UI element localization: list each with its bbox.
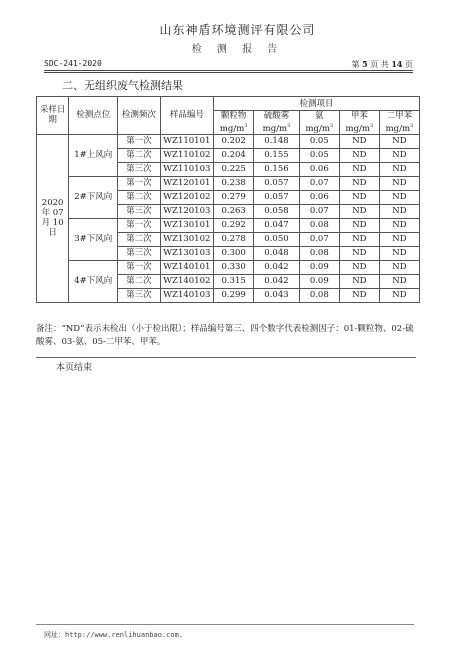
date-line: 月 10	[41, 218, 64, 229]
value-cell: 0.09	[299, 260, 339, 274]
value-cell: 0.05	[299, 134, 339, 148]
header-rule	[44, 70, 413, 71]
value-cell: 0.050	[254, 232, 300, 246]
value-cell: ND	[339, 274, 379, 288]
frequency-cell: 第三次	[118, 162, 160, 176]
sample-cell: WZ130103	[160, 246, 214, 260]
results-table	[36, 96, 420, 303]
value-cell: 0.292	[214, 218, 254, 232]
item-header	[379, 111, 419, 135]
sample-cell: WZ140102	[160, 274, 214, 288]
value-cell: 0.299	[214, 288, 254, 302]
value-cell: ND	[379, 274, 419, 288]
value-cell: 0.043	[254, 288, 300, 302]
value-cell: 0.225	[214, 162, 254, 176]
value-cell: 0.08	[299, 246, 339, 260]
value-cell: 0.204	[214, 148, 254, 162]
value-cell: 0.048	[254, 246, 300, 260]
point-cell: 4#下风向	[69, 260, 118, 302]
value-cell: 0.202	[214, 134, 254, 148]
frequency-cell: 第一次	[118, 134, 160, 148]
frequency-cell: 第二次	[118, 274, 160, 288]
item-header	[214, 111, 254, 135]
frequency-cell: 第二次	[118, 232, 160, 246]
value-cell: ND	[339, 232, 379, 246]
value-cell: ND	[339, 162, 379, 176]
sample-cell: WZ120102	[160, 190, 214, 204]
footer-rule	[36, 624, 414, 625]
page-info	[352, 59, 413, 70]
item-unit: $mg/m^3$	[305, 123, 334, 134]
header-sampling-date: 采样日期	[37, 97, 69, 135]
header-rule-2	[44, 72, 413, 73]
value-cell: ND	[339, 288, 379, 302]
value-cell: 0.08	[299, 218, 339, 232]
value-cell: ND	[379, 260, 419, 274]
frequency-cell: 第一次	[118, 176, 160, 190]
page-number: 5	[362, 59, 368, 69]
sample-cell: WZ130101	[160, 218, 214, 232]
page-prefix: 第	[351, 60, 360, 69]
value-cell: ND	[339, 204, 379, 218]
item-name: 甲苯	[350, 111, 368, 121]
value-cell: 0.042	[254, 274, 300, 288]
value-cell: ND	[339, 246, 379, 260]
frequency-cell: 第三次	[118, 246, 160, 260]
value-cell: ND	[379, 190, 419, 204]
frequency-cell: 第二次	[118, 148, 160, 162]
value-cell: ND	[339, 176, 379, 190]
frequency-cell: 第一次	[118, 218, 160, 232]
table-row	[37, 260, 420, 274]
item-unit: $mg/m^3$	[345, 123, 374, 134]
value-cell: ND	[379, 176, 419, 190]
table-row	[37, 134, 420, 148]
value-cell: 0.263	[214, 204, 254, 218]
value-cell: ND	[379, 218, 419, 232]
value-cell: 0.300	[214, 246, 254, 260]
date-line: 2020	[41, 198, 64, 209]
value-cell: 0.315	[214, 274, 254, 288]
header-sample-no: 样品编号	[160, 97, 214, 135]
sample-cell: WZ120101	[160, 176, 214, 190]
sample-cell: WZ120103	[160, 204, 214, 218]
value-cell: ND	[339, 260, 379, 274]
value-cell: 0.047	[254, 218, 300, 232]
header-point: 检测点位	[69, 97, 118, 135]
item-name: 二甲苯	[386, 111, 413, 121]
company-name: 山东神盾环境测评有限公司	[159, 23, 316, 37]
end-rule	[36, 357, 416, 358]
value-cell: 0.279	[214, 190, 254, 204]
doc-number: SDC-241-2020	[44, 59, 102, 68]
footer-website: 网址：http://www.renlihuanbao.com.	[44, 631, 184, 639]
sampling-date-cell	[37, 134, 69, 302]
value-cell: 0.238	[214, 176, 254, 190]
value-cell: 0.05	[299, 148, 339, 162]
value-cell: 0.330	[214, 260, 254, 274]
sample-cell: WZ110101	[160, 134, 214, 148]
value-cell: ND	[339, 134, 379, 148]
value-cell: ND	[379, 134, 419, 148]
frequency-cell: 第二次	[118, 190, 160, 204]
value-cell: ND	[379, 148, 419, 162]
section-title: 二、无组织废气检测结果	[62, 79, 183, 92]
page-total: 14	[391, 59, 403, 69]
point-cell: 1#上风向	[69, 134, 118, 176]
point-cell: 2#下风向	[69, 176, 118, 218]
sample-cell: WZ140103	[160, 288, 214, 302]
value-cell: 0.042	[254, 260, 300, 274]
frequency-cell: 第一次	[118, 260, 160, 274]
value-cell: 0.07	[299, 204, 339, 218]
value-cell: 0.058	[254, 204, 300, 218]
frequency-cell: 第三次	[118, 204, 160, 218]
page-end-text: 本页结束	[56, 363, 93, 373]
value-cell: ND	[339, 148, 379, 162]
header-items: 检测项目	[214, 97, 420, 111]
value-cell: 0.057	[254, 190, 300, 204]
sample-cell: WZ110102	[160, 148, 214, 162]
report-subtitle: 检 测 报 告	[191, 44, 284, 55]
value-cell: 0.09	[299, 274, 339, 288]
item-name: 颗粒物	[220, 111, 247, 121]
item-unit: $mg/m^3$	[385, 123, 414, 134]
table-row	[37, 218, 420, 232]
value-cell: ND	[379, 204, 419, 218]
item-unit: $mg/m^3$	[262, 123, 291, 134]
date-line: 日	[48, 228, 57, 239]
value-cell: 0.155	[254, 148, 300, 162]
sample-cell: WZ130102	[160, 232, 214, 246]
remarks-note: 备注：“ND”表示未检出（小于检出限）；样品编号第三、四个数字代表检测因子：01-颗粒物、02-硫酸雾、03-氨、05-二甲苯、甲苯。	[36, 324, 414, 347]
table-row	[37, 176, 420, 190]
item-name: 硫酸雾	[263, 111, 290, 121]
value-cell: 0.156	[254, 162, 300, 176]
point-cell: 3#下风向	[69, 218, 118, 260]
value-cell: 0.148	[254, 134, 300, 148]
value-cell: ND	[379, 162, 419, 176]
item-header	[339, 111, 379, 135]
page-suffix: 页	[405, 60, 413, 69]
item-unit: $mg/m^3$	[219, 123, 248, 134]
frequency-cell: 第三次	[118, 288, 160, 302]
value-cell: ND	[379, 232, 419, 246]
value-cell: ND	[379, 288, 419, 302]
item-header	[254, 111, 300, 135]
item-header	[299, 111, 339, 135]
value-cell: 0.057	[254, 176, 300, 190]
value-cell: 0.278	[214, 232, 254, 246]
value-cell: ND	[339, 218, 379, 232]
sample-cell: WZ140101	[160, 260, 214, 274]
page-mid: 页 共	[370, 60, 389, 69]
value-cell: ND	[379, 246, 419, 260]
item-name: 氨	[315, 111, 324, 121]
date-line: 年 07	[41, 208, 64, 219]
value-cell: ND	[339, 190, 379, 204]
value-cell: 0.08	[299, 288, 339, 302]
header-frequency: 检测频次	[118, 97, 160, 135]
value-cell: 0.06	[299, 162, 339, 176]
value-cell: 0.07	[299, 176, 339, 190]
value-cell: 0.06	[299, 190, 339, 204]
value-cell: 0.07	[299, 232, 339, 246]
sample-cell: WZ110103	[160, 162, 214, 176]
